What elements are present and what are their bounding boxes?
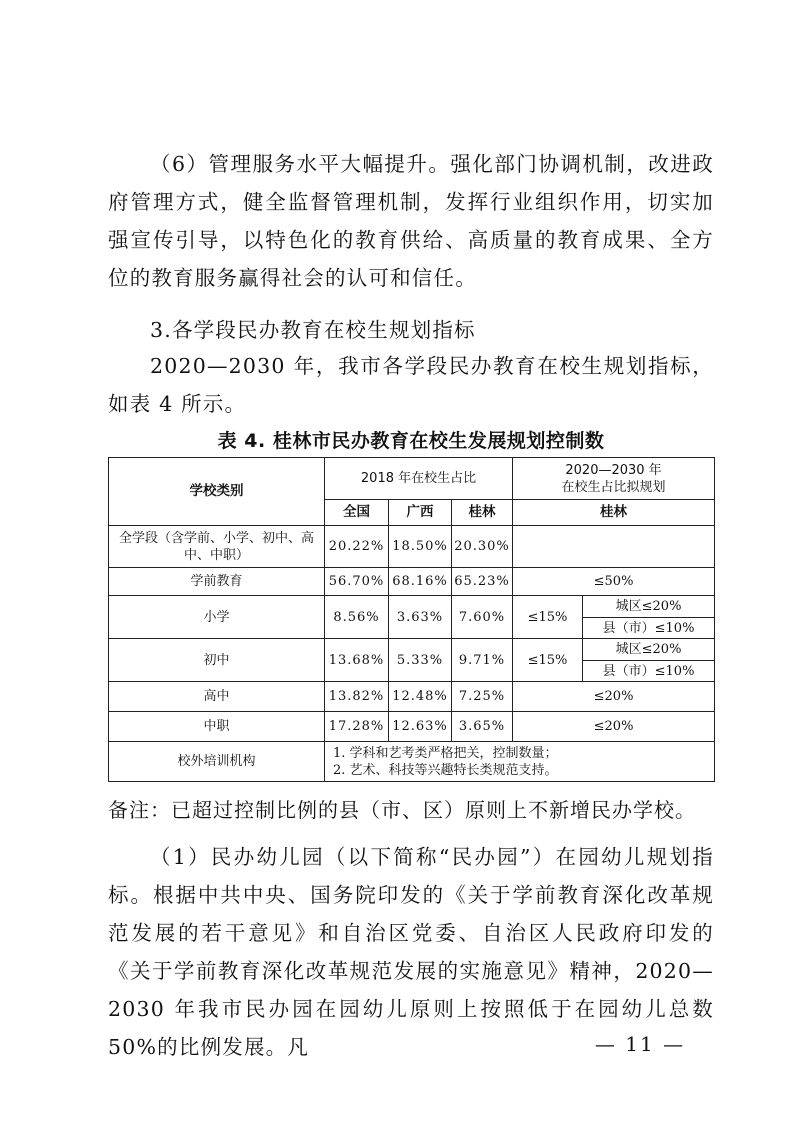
cell-guilin: 65.23% [452, 568, 513, 596]
header-guangxi: 广西 [389, 500, 452, 526]
cell-guangxi: 68.16% [389, 568, 452, 596]
table-row [109, 682, 715, 712]
cell-plan: ≤20% [513, 712, 715, 742]
table-row [109, 712, 715, 742]
paragraph-intro: 2020—2030 年，我市各学段民办教育在校生规划指标，如表 4 所示。 [108, 354, 714, 416]
cell-national: 56.70% [325, 568, 389, 596]
header-ratio-2018: 2018 年在校生占比 [325, 458, 513, 500]
row-name: 中职 [109, 712, 325, 742]
cell-offcampus-policy [325, 742, 715, 782]
offcampus-policy-line2: 2. 艺术、科技等兴趣特长类规范支持。 [333, 762, 558, 778]
paragraph-management-service: （6）管理服务水平大幅提升。强化部门协调机制，改进政府管理方式，健全监督管理机制，发挥行业组织作用，切实加强宣传引导，以特色化的教育供给、高质量的教育成果、全方位的教育服务赢得社会的认可和信任。 [108, 152, 714, 290]
cell-guilin: 9.71% [452, 639, 513, 682]
cell-plan-county: 县（市）≤10% [583, 661, 715, 682]
cell-guilin: 7.60% [452, 596, 513, 639]
cell-plan-urban: 城区≤20% [583, 639, 715, 661]
cell-national: 13.82% [325, 682, 389, 712]
row-name: 学前教育 [109, 568, 325, 596]
header-national: 全国 [325, 500, 389, 526]
table-caption: 表 4. 桂林市民办教育在校生发展规划控制数 [217, 430, 605, 452]
cell-plan [513, 526, 715, 568]
row-name: 初中 [109, 639, 325, 682]
paragraph-private-kindergarten: （1）民办幼儿园（以下简称“民办园”）在园幼儿规划指标。根据中共中央、国务院印发的《关于学前教育深化改革规范发展的若干意见》和自治区党委、自治区人民政府印发的《关于学前教育深化改革规范发展的实施意见》精神，2020—2030 年我市民办园在园幼儿原则上按照低于在园幼儿总数 50%的比例发展。凡 [108, 845, 714, 1059]
table-row [109, 568, 715, 596]
row-name: 小学 [109, 596, 325, 639]
row-name: 校外培训机构 [109, 742, 325, 782]
cell-plan: ≤15% [513, 596, 583, 639]
table-row [109, 639, 715, 661]
cell-plan-county: 县（市）≤10% [583, 618, 715, 639]
enrollment-plan-table [108, 457, 715, 782]
header-plan [513, 458, 715, 500]
cell-guilin: 20.30% [452, 526, 513, 568]
header-school-type: 学校类别 [109, 458, 325, 526]
cell-plan: ≤20% [513, 682, 715, 712]
section-heading-3: 3.各学段民办教育在校生规划指标 [150, 318, 476, 342]
cell-national: 20.22% [325, 526, 389, 568]
cell-national: 13.68% [325, 639, 389, 682]
cell-national: 8.56% [325, 596, 389, 639]
row-name: 高中 [109, 682, 325, 712]
header-plan-guilin: 桂林 [513, 500, 715, 526]
header-guilin: 桂林 [452, 500, 513, 526]
table-row [109, 742, 715, 782]
header-plan-line1: 2020—2030 年 [565, 462, 662, 478]
offcampus-policy-line1: 1. 学科和艺考类严格把关，控制数量； [333, 745, 558, 761]
cell-guilin: 3.65% [452, 712, 513, 742]
table-row [109, 526, 715, 568]
row-name: 全学段（含学前、小学、初中、高中、中职） [109, 526, 325, 568]
cell-guangxi: 3.63% [389, 596, 452, 639]
cell-guangxi: 5.33% [389, 639, 452, 682]
cell-guangxi: 18.50% [389, 526, 452, 568]
table-note: 备注：已超过控制比例的县（市、区）原则上不新增民办学校。 [108, 798, 696, 822]
cell-plan: ≤50% [513, 568, 715, 596]
header-plan-line2: 在校生占比拟规划 [561, 479, 666, 495]
cell-guangxi: 12.63% [389, 712, 452, 742]
table-row [109, 596, 715, 618]
cell-guangxi: 12.48% [389, 682, 452, 712]
cell-guilin: 7.25% [452, 682, 513, 712]
cell-plan: ≤15% [513, 639, 583, 682]
page-number: — 11 — [594, 1032, 686, 1056]
cell-national: 17.28% [325, 712, 389, 742]
cell-plan-urban: 城区≤20% [583, 596, 715, 618]
